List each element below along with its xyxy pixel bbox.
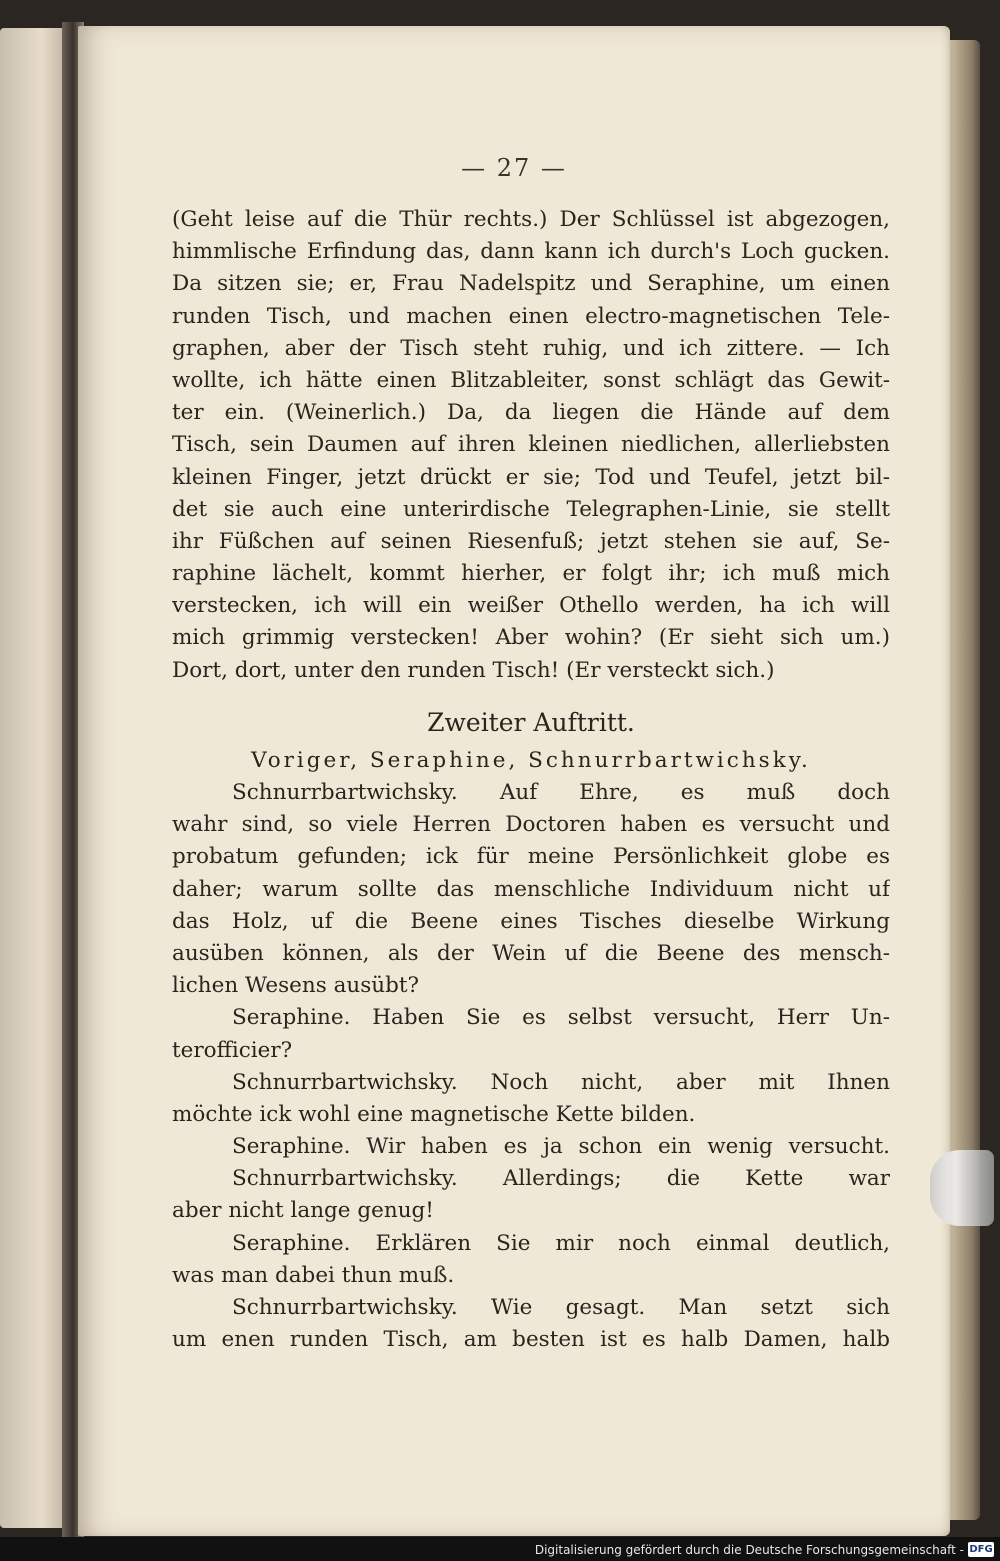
book-page [78,26,950,1536]
scene-heading: Zweiter Auftritt. [427,707,635,737]
text-line: ihr Füßchen auf seinen Riesenfuß; jetzt stehen sie auf, Se- [172,528,890,554]
dialogue-line: Seraphine. Erklären Sie mir noch einmal deutlich, [232,1230,890,1256]
dialogue-line: lichen Wesens ausübt? [172,973,420,999]
text-line: Dort, dort, unter den runden Tisch! (Er versteckt sich.) [172,657,775,683]
dialogue-line: Schnurrbartwichsky. Allerdings; die Kette war [232,1166,890,1192]
dialogue-line: was man dabei thun muß. [172,1262,455,1288]
dialogue-line: wahr sind, so viele Herren Doctoren haben es versucht und [172,812,890,838]
dialogue-line: daher; warum sollte das menschliche Individuum nicht uf [172,876,890,902]
page-text [172,204,890,1356]
text-line: (Geht leise auf die Thür rechts.) Der Schlüssel ist abgezogen, [172,207,890,232]
dialogue-line: Schnurrbartwichsky. Wie gesagt. Man setzt sich [232,1295,890,1320]
text-line: runden Tisch, und machen einen electro-magnetischen Tele- [172,303,890,329]
page-clip [930,1150,994,1226]
text-line: kleinen Finger, jetzt drückt er sie; Tod und Teufel, jetzt bil- [172,464,890,490]
text-line: det sie auch eine unterirdische Telegraphen-Linie, sie stellt [172,496,890,522]
cast-list: Voriger, Seraphine, Schnurrbartwichsky. [251,747,811,773]
text-line: Tisch, sein Daumen auf ihren kleinen niedlichen, allerliebsten [172,432,890,458]
dialogue-line: das Holz, uf die Beene eines Tisches dieselbe Wirkung [172,908,890,934]
text-line: verstecken, ich will ein weißer Othello werden, ha ich will [172,593,890,619]
text-line: mich grimmig verstecken! Aber wohin? (Er sieht sich um.) [172,625,890,651]
dialogue-line: ausüben können, als der Wein uf die Beene des mensch- [172,940,890,966]
text-line: ter ein. (Weinerlich.) Da, da liegen die Hände auf dem [172,400,890,426]
dialogue-line: aber nicht lange genug! [172,1198,434,1224]
dialogue-line: Seraphine. Wir haben es ja schon ein wenig versucht. [232,1134,890,1160]
text-line: himmlische Erfindung das, dann kann ich durch's Loch gucken. [172,239,890,265]
text-line: Da sitzen sie; er, Frau Nadelspitz und Seraphine, um einen [172,271,890,297]
left-page-edge [0,28,70,1528]
dfg-logo-icon: DFG [969,1544,993,1555]
text-line: raphine lächelt, kommt hierher, er folgt ihr; ich muß mich [172,561,890,587]
footer-bar [0,1537,1000,1561]
dialogue-line: möchte ick wohl eine magnetische Kette bilden. [172,1101,696,1127]
dialogue-line: Schnurrbartwichsky. Noch nicht, aber mit Ihnen [232,1069,890,1095]
dialogue-line: probatum gefunden; ick für meine Persönlichkeit globe es [172,844,890,870]
text-line: graphen, aber der Tisch steht ruhig, und ich zittere. — Ich [172,335,890,361]
dialogue-line: um enen runden Tisch, am besten ist es halb Damen, halb [172,1327,890,1353]
dialogue-line: Seraphine. Haben Sie es selbst versucht, Herr Un- [232,1005,890,1031]
dialogue-line: terofficier? [172,1037,293,1063]
text-line: wollte, ich hätte einen Blitzableiter, sonst schlägt das Gewit- [172,367,890,393]
dialogue-line: Schnurrbartwichsky. Auf Ehre, es muß doch [232,780,890,805]
footer-credit: Digitalisierung gefördert durch die Deutsche Forschungsgemeinschaft - [534,1543,964,1557]
page-number: — 27 — [461,154,567,182]
